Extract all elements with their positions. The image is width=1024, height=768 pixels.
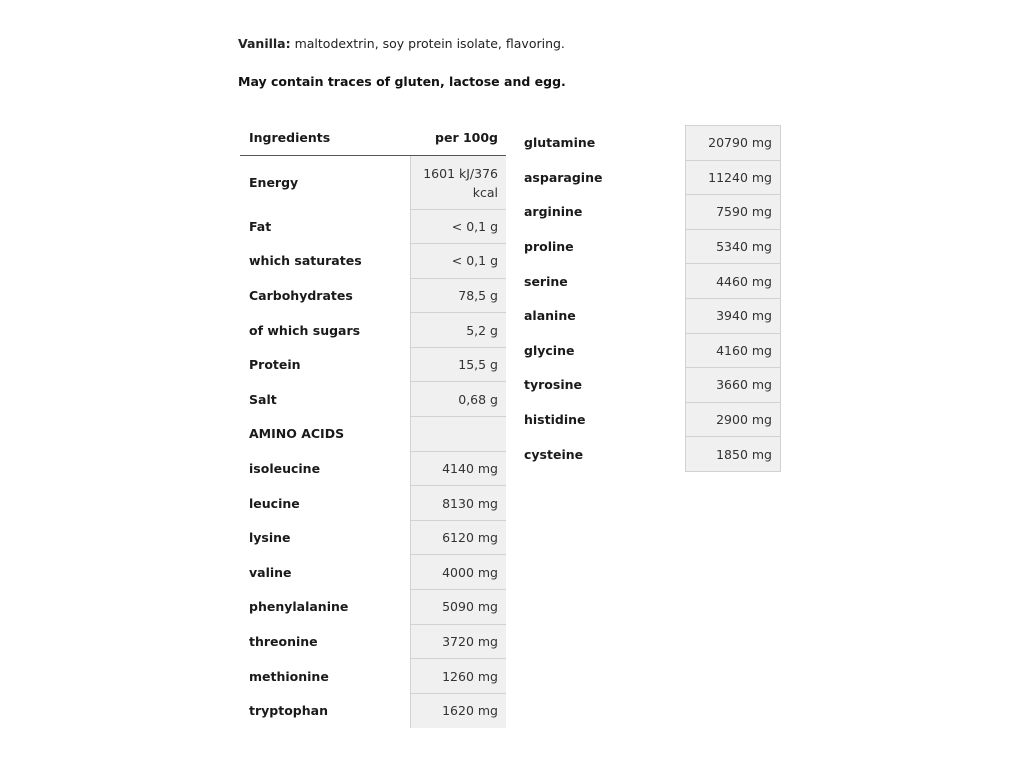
section-label-amino-acids: AMINO ACIDS: [249, 426, 345, 442]
row-label: Energy: [249, 174, 299, 190]
table-header-row: [240, 120, 506, 155]
row-value: 15,5 g: [410, 347, 506, 382]
table-row: [515, 126, 781, 161]
table-row: [240, 382, 506, 417]
column-header-ingredients: Ingredients: [240, 120, 410, 155]
energy-value-line-1: 1601 kJ/376: [423, 166, 498, 181]
row-label: tryptophan: [249, 703, 328, 719]
row-label: leucine: [249, 495, 300, 511]
table-row: [515, 160, 781, 195]
table-row: [240, 278, 506, 313]
row-value: 20790 mg: [685, 126, 781, 161]
row-value: < 0,1 g: [410, 244, 506, 279]
row-value: 3940 mg: [685, 298, 781, 333]
row-value: 0,68 g: [410, 382, 506, 417]
row-value: 5340 mg: [685, 229, 781, 264]
row-label: of which sugars: [249, 322, 361, 338]
row-value: 8130 mg: [410, 486, 506, 521]
row-label: glycine: [524, 342, 575, 358]
row-label: histidine: [524, 412, 586, 428]
table-row: [240, 520, 506, 555]
row-label: lysine: [249, 530, 291, 546]
row-value: 4160 mg: [685, 333, 781, 368]
row-label: serine: [524, 273, 568, 289]
row-value: 4140 mg: [410, 451, 506, 486]
row-value: 11240 mg: [685, 160, 781, 195]
table-row: [240, 590, 506, 625]
table-row: [240, 347, 506, 382]
table-row: [515, 229, 781, 264]
row-value: 6120 mg: [410, 520, 506, 555]
row-label: glutamine: [524, 135, 596, 151]
row-label: which saturates: [249, 253, 362, 269]
row-label: valine: [249, 564, 292, 580]
flavor-ingredient-list: maltodextrin, soy protein isolate, flavoring.: [290, 36, 565, 51]
table-row: [240, 417, 506, 452]
amino-acids-table: [515, 125, 781, 472]
table-row: [515, 437, 781, 472]
table-row: [515, 368, 781, 403]
table-row: [515, 402, 781, 437]
table-row: [240, 486, 506, 521]
table-row: [240, 624, 506, 659]
table-row: [240, 155, 506, 209]
table-row: [515, 195, 781, 230]
row-label: alanine: [524, 308, 576, 324]
table-row: [515, 333, 781, 368]
nutrition-table: [240, 120, 506, 728]
table-row: [240, 693, 506, 728]
row-label: phenylalanine: [249, 599, 349, 615]
column-header-per-100g: per 100g: [410, 120, 506, 155]
table-row: [240, 313, 506, 348]
row-value: 3720 mg: [410, 624, 506, 659]
table-row: [240, 451, 506, 486]
flavor-ingredients: [238, 36, 565, 51]
row-value: < 0,1 g: [410, 209, 506, 244]
table-row: [240, 659, 506, 694]
row-value: 5,2 g: [410, 313, 506, 348]
row-value: 5090 mg: [410, 590, 506, 625]
row-value: [410, 417, 506, 452]
flavor-label: Vanilla:: [238, 36, 291, 51]
row-value: 4000 mg: [410, 555, 506, 590]
row-value: 2900 mg: [685, 402, 781, 437]
row-label: threonine: [249, 633, 318, 649]
row-label: Protein: [249, 357, 301, 373]
row-value: 4460 mg: [685, 264, 781, 299]
row-value: 3660 mg: [685, 368, 781, 403]
row-label: Carbohydrates: [249, 287, 353, 303]
row-value: 1260 mg: [410, 659, 506, 694]
table-row: [515, 264, 781, 299]
row-label: methionine: [249, 668, 329, 684]
row-label: asparagine: [524, 169, 603, 185]
row-label: tyrosine: [524, 377, 582, 393]
row-label: proline: [524, 239, 574, 255]
row-value: 1850 mg: [685, 437, 781, 472]
row-label: arginine: [524, 204, 583, 220]
row-label: cysteine: [524, 446, 584, 462]
row-value: 1620 mg: [410, 693, 506, 728]
row-label: Salt: [249, 391, 277, 407]
row-label: isoleucine: [249, 460, 321, 476]
row-value: [410, 155, 506, 209]
table-row: [515, 298, 781, 333]
table-row: [240, 555, 506, 590]
energy-value-line-2: kcal: [472, 185, 498, 200]
row-value: 78,5 g: [410, 278, 506, 313]
row-value: 7590 mg: [685, 195, 781, 230]
table-row: [240, 209, 506, 244]
row-label: Fat: [249, 218, 272, 234]
table-row: [240, 244, 506, 279]
allergen-notice: May contain traces of gluten, lactose and egg.: [238, 74, 566, 89]
